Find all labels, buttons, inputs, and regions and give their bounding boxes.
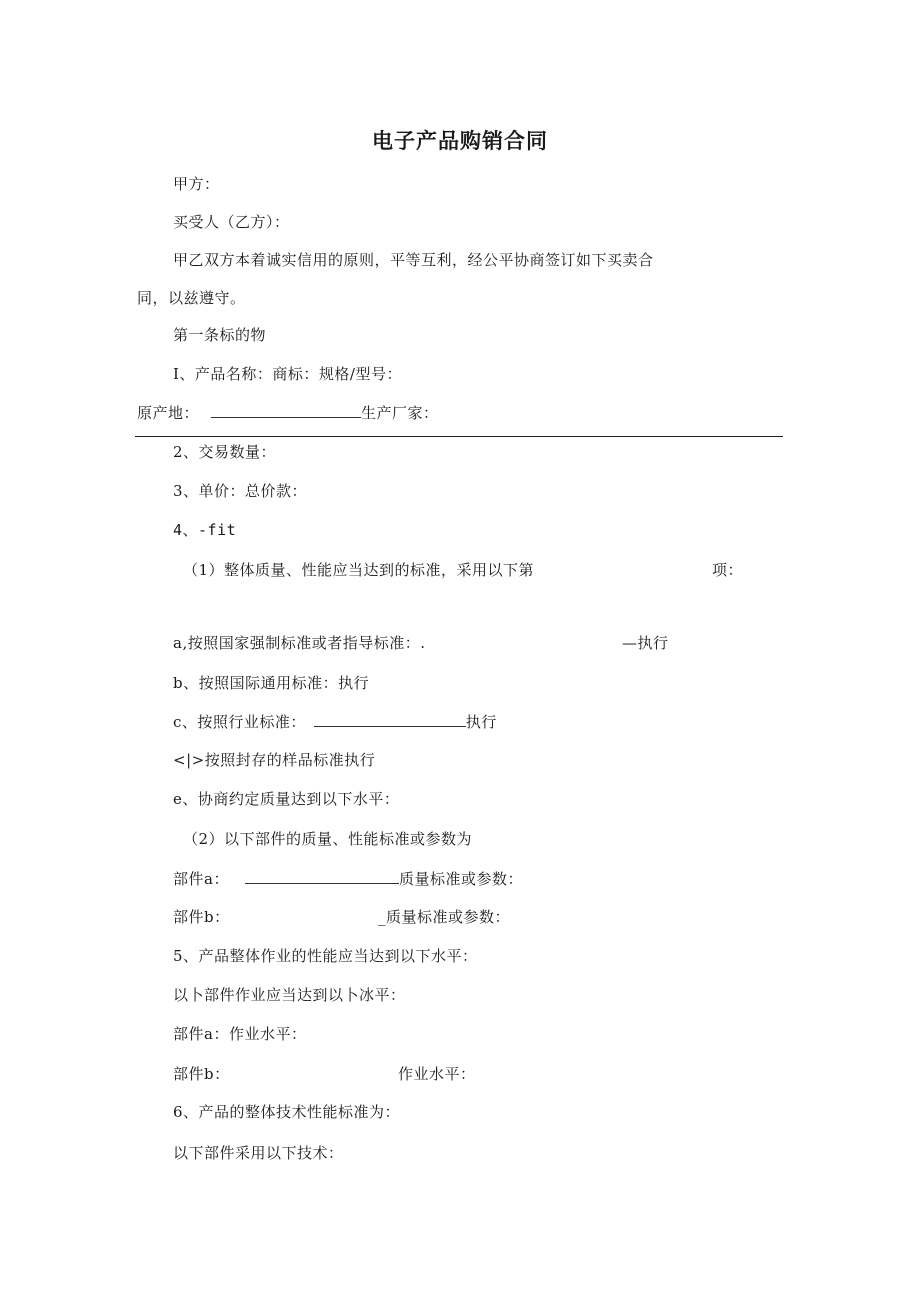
quality-1-line: （1）整体质量、性能应当达到的标准，采用以下第 [183, 561, 535, 579]
quality-a-suffix: —执行 [622, 634, 669, 652]
part-a-line [173, 869, 523, 889]
item-6-line: 6、产品的整体技术性能标准为： [173, 1103, 401, 1121]
quality-c-label: c、按照行业标准： [173, 713, 306, 731]
part-b-suffix: _质量标准或参数： [378, 908, 511, 926]
quality-c-line [173, 712, 497, 732]
article-1-heading: 第一条标的物 [173, 326, 267, 344]
quality-d-line: <|>按照封存的样品标准执行 [173, 751, 376, 769]
item-3-line: 3、单价：总价款： [173, 482, 308, 500]
item-5-sub-line: 以卜部件作业应当达到以卜冰平： [173, 986, 406, 1004]
item-2-line: 2、交易数量： [173, 443, 277, 461]
work-a-line: 部件a：作业水平： [173, 1025, 307, 1043]
item-5-line: 5、产品整体作业的性能应当达到以下水平： [173, 947, 478, 965]
quality-c-blank [314, 712, 466, 727]
maker-blank-rule [135, 436, 783, 437]
origin-label: 原产地： [137, 404, 200, 422]
quality-1-suffix: 项： [712, 561, 744, 579]
part-a-blank [245, 869, 399, 884]
document-title: 电子产品购销合同 [372, 129, 548, 153]
intro-line-2: 同，以兹遵守。 [137, 289, 246, 307]
intro-line-1: 甲乙双方本着诚实信用的原则，平等互利，经公平协商签订如下买卖合 [173, 251, 654, 269]
part-b-label: 部件b： [173, 908, 230, 926]
item-1-line: I、产品名称：商标：规格/型号： [173, 365, 402, 383]
work-b-label: 部件b： [173, 1065, 230, 1083]
quality-2-line: （2）以下部件的质量、性能标准或参数为 [183, 830, 473, 848]
quality-a-line: a,按照国家强制标准或者指导标准：. [173, 634, 426, 652]
party-a-line: 甲方： [173, 175, 220, 193]
work-b-suffix: 作业水平： [398, 1065, 476, 1083]
item-4-line: 4、-fit [173, 521, 237, 539]
part-a-suffix: 质量标准或参数： [398, 870, 523, 888]
party-b-line: 买受人（乙方）： [173, 213, 290, 231]
quality-c-suffix: 执行 [465, 713, 497, 731]
part-a-label: 部件a： [173, 870, 229, 888]
quality-b-line: b、按照国际通用标准：执行 [173, 674, 370, 692]
item-6-sub-line: 以下部件采用以下技术： [173, 1144, 344, 1162]
maker-label: 生产厂家： [361, 404, 439, 422]
origin-line [137, 403, 439, 423]
origin-blank [211, 403, 361, 418]
quality-e-line: e、协商约定质量达到以下水平： [173, 790, 400, 808]
